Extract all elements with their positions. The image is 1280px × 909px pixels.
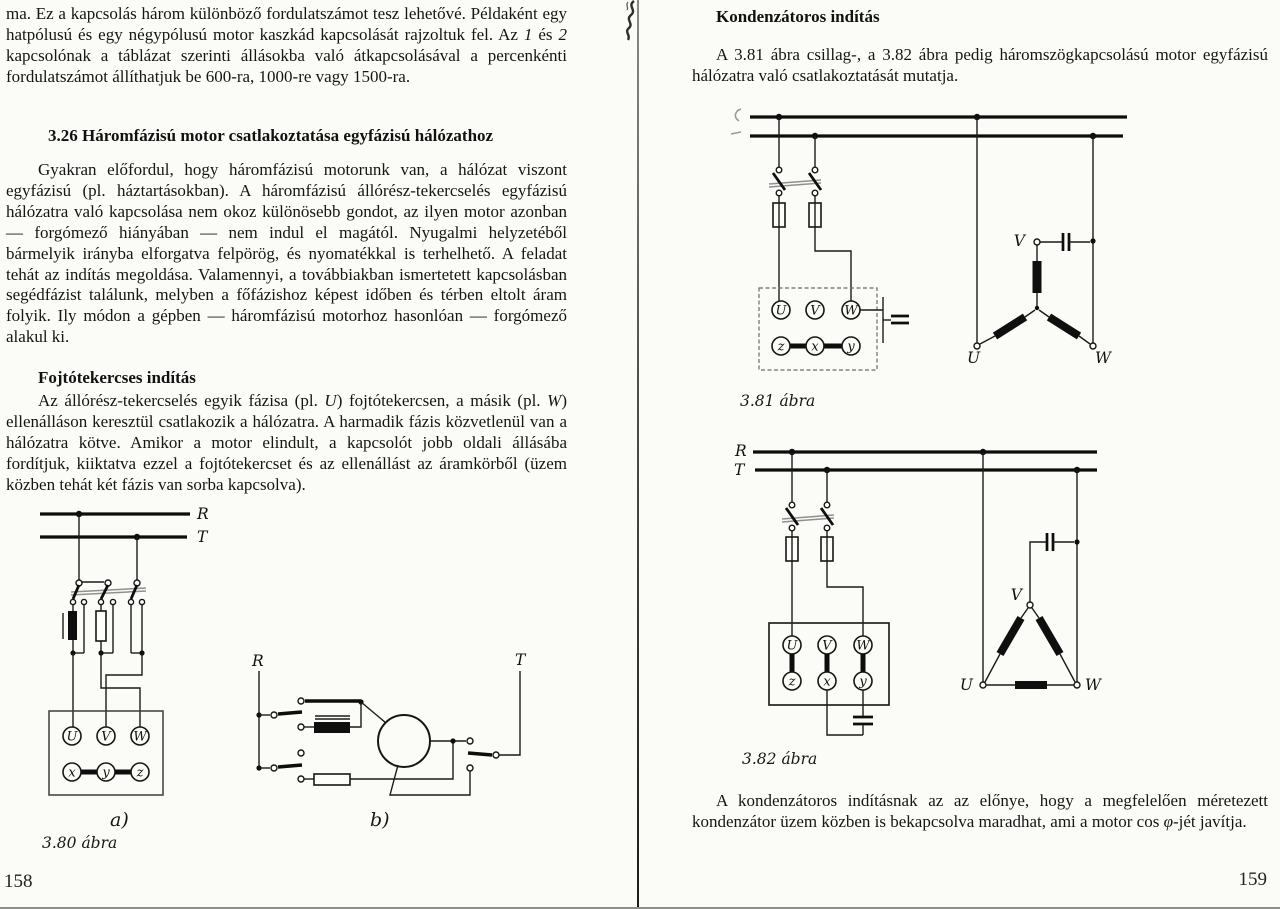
- page-number-right: 159: [1238, 869, 1267, 890]
- terminal-box: [759, 288, 877, 370]
- auxiliary-return-wire: [390, 765, 473, 795]
- terminal-label-x: x: [811, 339, 819, 355]
- terminal-label-x: x: [823, 674, 831, 690]
- winding-v: [1033, 261, 1042, 293]
- terminal-label-z: z: [136, 765, 144, 781]
- changeover-switch: [782, 452, 834, 531]
- motor-circle: [378, 715, 430, 767]
- power-bus-lines: [750, 114, 1127, 139]
- paragraph-choke-starting: Az állórész-tekercselés egyik fázisa (pl. U) fojtótekercsen, a másik (pl. W) ellenálláson keresztül csatlakozik a hálózatra. A harmadik fázis közvetlenül van a hálózatra kötve. Amikor a motor elindult, a kapcsolót jobb oldali állásába fordítjuk, kiiktatva ezzel a fojtótekercset és az ellenállást az áramkörből (üzem közben tehát két fázis van sorba kapcsolva).: [6, 391, 567, 494]
- subfigure-a-label: a): [110, 809, 129, 831]
- lower-switch: [256, 750, 304, 771]
- figure-3-81: [695, 103, 1175, 415]
- delta-label-v: V: [1010, 586, 1022, 604]
- winding-uw: [1015, 681, 1047, 689]
- winding-w: [1049, 317, 1079, 336]
- star-winding-schematic: [967, 117, 1112, 367]
- figure-caption-3-82: 3.82 ábra: [742, 750, 818, 768]
- terminal-label-u: U: [66, 729, 78, 745]
- figure-caption-3-81: 3.81 ábra: [740, 392, 816, 410]
- terminal-label-x: x: [68, 765, 76, 781]
- fuses: [786, 530, 833, 561]
- winding-u: [995, 317, 1025, 336]
- line-label-t: T: [515, 651, 526, 669]
- star-label-v: V: [1013, 232, 1025, 250]
- right-switch-to-t: [430, 651, 527, 758]
- delta-winding-schematic: [960, 452, 1102, 694]
- terminal-label-z: z: [777, 339, 785, 355]
- winding-vw: [1039, 618, 1060, 654]
- starting-capacitor: [860, 297, 909, 343]
- terminal-label-v: V: [810, 303, 820, 319]
- figure-3-80-b: [251, 651, 527, 831]
- bus-label-r: R: [197, 505, 209, 523]
- page-gutter: [637, 0, 639, 909]
- starting-resistor: [96, 604, 113, 656]
- terminal-label-z: z: [788, 674, 796, 690]
- section-heading-3-26: 3.26 Háromfázisú motor csatlakoztatása egyfázisú hálózathoz: [48, 126, 494, 145]
- terminal-label-w: W: [856, 638, 870, 654]
- terminal-box: [769, 623, 889, 705]
- run-capacitor: [1030, 533, 1074, 602]
- page-number-left: 158: [4, 871, 33, 892]
- figure-3-80: [18, 503, 588, 855]
- paragraph-three-phase-on-single-phase: Gyakran előfordul, hogy háromfázisú motorunk van, a hálózat viszont egyfázisú (pl. háztartásokban). A háromfázisú állórész-tekercselés egyfázisú hálózatra való kapcsolása nem okoz különösebb gondot, az ilyen motor azonban — forgómező hiányában — nem indul el magától. Nyugalmi helyzetéből bármelyik irányba elforgatva felpörög, és nyomatékkal is terhelhető. A feladat tehát az indítás megoldása. Valamennyi, a továbbiakban ismertetett kapcsolásban segédfázist találunk, melyben a főfázishoz képest időben és térben eltolt áram folyik. Ily módon a gépben — háromfázisú motorhoz hasonlóan — forgómező alakul ki.: [6, 160, 567, 347]
- motor-feed-wires: [792, 561, 863, 636]
- choke-coil: [63, 604, 77, 653]
- terminal-label-v: V: [101, 729, 111, 745]
- run-capacitor: [1040, 233, 1090, 251]
- bus-label-r: R: [735, 442, 747, 460]
- terminal-label-y: y: [102, 765, 110, 781]
- heading-capacitor-starting: Kondenzátoros indítás: [716, 7, 880, 26]
- terminal-label-y: y: [859, 674, 867, 690]
- delta-label-w: W: [1085, 676, 1101, 694]
- star-label-u: U: [967, 349, 981, 367]
- winding-uv: [1000, 618, 1021, 654]
- power-bus-r: [40, 505, 209, 523]
- figure-caption-3-80: 3.80 ábra: [42, 834, 118, 852]
- paragraph-cascade-continuation: ma. Ez a kapcsolás három különböző fordulatszámot tesz lehetővé. Példaként egy hatpólusú és egy négypólusú motor kaszkád kapcsolását rajzoltuk fel. Az 1 és 2 kapcsolónak a táblázat szerinti állásokba való átkapcsolásával a percenkénti fordulatszámot állíthatjuk be 600-ra, 1000-re vagy 1500-ra.: [6, 4, 567, 86]
- direct-phase-wires: [131, 604, 145, 656]
- changeover-switch: [70, 514, 146, 605]
- terminal-label-u: U: [786, 638, 798, 654]
- terminal-label-w: W: [844, 303, 858, 319]
- terminal-label-u: U: [775, 303, 787, 319]
- starting-capacitor: [827, 690, 873, 735]
- bus-label-t: T: [734, 461, 745, 479]
- subheading-choke-starting: Fojtótekercses indítás: [38, 368, 196, 387]
- motor-feed-wires: [779, 227, 851, 301]
- figure-3-80-a: [40, 505, 209, 831]
- terminal-label-w: W: [133, 729, 147, 745]
- choke-coil: [298, 702, 361, 733]
- changeover-switch: [769, 117, 821, 196]
- handwritten-marks: [731, 109, 741, 134]
- fuses: [773, 195, 821, 227]
- figure-3-82: [695, 437, 1175, 777]
- power-bus-t: [40, 528, 209, 546]
- motor-feed-wires: [73, 653, 142, 727]
- power-bus-lines: [753, 449, 1097, 473]
- terminal-label-y: y: [847, 339, 855, 355]
- star-label-w: W: [1095, 349, 1111, 367]
- gutter-scribble: [610, 0, 644, 48]
- paragraph-capacitor-advantage: A kondenzátoros indításnak az az előnye, hogy a megfelelően méretezett kondenzátor üzem közben is bekapcsolva maradhat, ami a motor cos φ-jét javítja.: [692, 791, 1268, 831]
- line-label-r: R: [252, 652, 264, 670]
- terminal-label-v: V: [822, 638, 832, 654]
- subfigure-b-label: b): [370, 809, 390, 831]
- upper-switch: [256, 698, 363, 718]
- paragraph-figure-intro: A 3.81 ábra csillag-, a 3.82 ábra pedig háromszögkapcsolású motor egyfázisú hálózatra való csatlakoztatását mutatja.: [692, 45, 1268, 85]
- delta-label-u: U: [959, 676, 973, 694]
- bus-label-t: T: [197, 528, 208, 546]
